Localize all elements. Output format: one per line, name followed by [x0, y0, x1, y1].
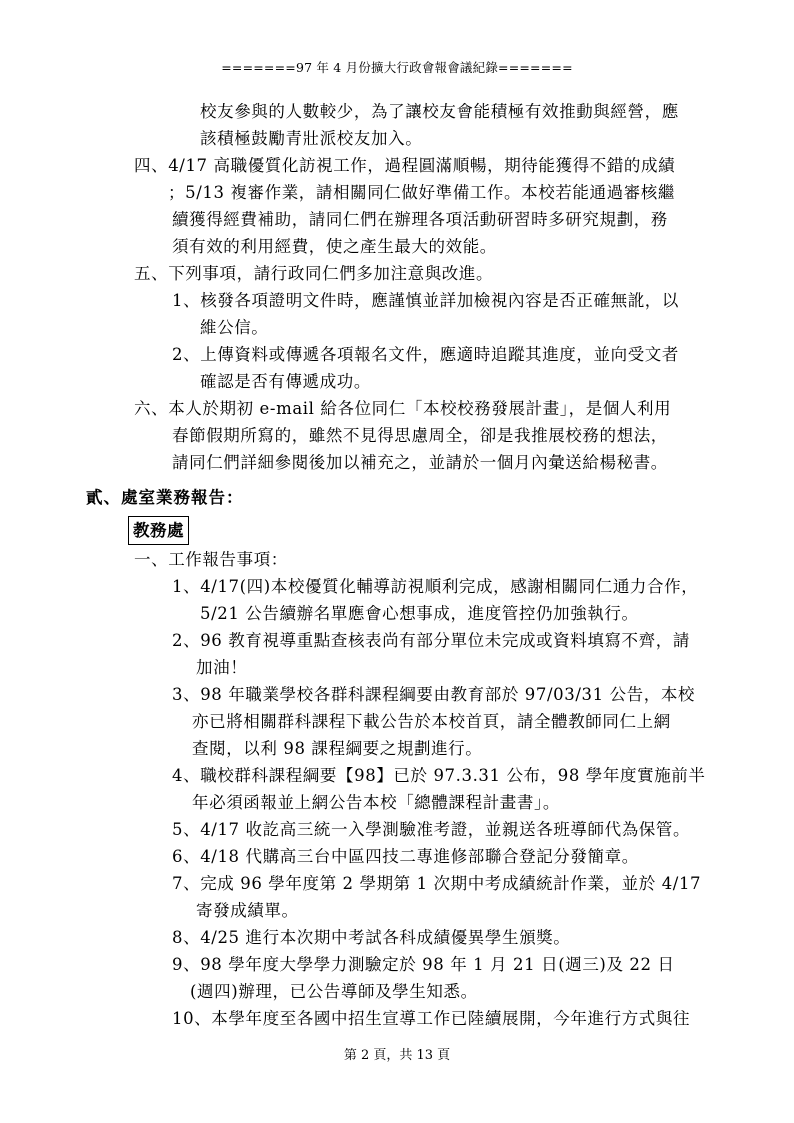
text-line: 10、本學年度至各國中招生宣導工作已陸續展開，今年進行方式與往 [172, 1009, 691, 1028]
text-line: 維公信。 [200, 318, 269, 337]
text-line: 2、上傳資料或傳遞各項報名文件，應適時追蹤其進度，並向受文者 [172, 345, 679, 364]
text-line: 6、4/18 代購高三台中區四技二專進修部聯合登記分發簡章。 [172, 847, 639, 866]
office-label: 教務處 [128, 516, 189, 545]
text-line: 春節假期所寫的，雖然不見得思慮周全，卻是我推展校務的想法， [172, 426, 668, 445]
text-line: 須有效的利用經費，使之產生最大的效能。 [172, 237, 497, 256]
text-line: 5、4/17 收訖高三統一入學測驗准考證，並親送各班導師代為保管。 [172, 820, 691, 839]
text-line: ；5/13 複審作業，請相關同仁做好準備工作。本校若能通過審核繼 [168, 183, 675, 202]
text-line: 亦已將相關群科課程下載公告於本校首頁，請全體教師同仁上網 [192, 712, 671, 731]
text-line: 續獲得經費補助，請同仁們在辦理各項活動研習時多研究規劃，務 [172, 210, 668, 229]
page-number: 第 2 頁，共 13 頁 [343, 1048, 451, 1063]
text-line: (週四)辦理，已公告導師及學生知悉。 [190, 982, 478, 1001]
text-line: 查閱，以利 98 課程綱要之規劃進行。 [192, 739, 483, 758]
text-line: 寄發成績單。 [196, 901, 299, 920]
text-line: 1、4/17(四)本校優質化輔導訪視順利完成，感謝相關同仁通力合作， [172, 577, 699, 596]
page-header: =======97 年 4 月份擴大行政會報會議紀錄======= [221, 60, 573, 75]
text-line: 校友參與的人數較少，為了讓校友會能積極有效推動與經營，應 [200, 102, 679, 121]
text-line: 一、工作報告事項： [134, 550, 288, 569]
text-line: 5/21 公告續辦名單應會心想事成，進度管控仍加強執行。 [200, 604, 639, 623]
text-line: 六、本人於期初 e-mail 給各位同仁「本校校務發展計畫」，是個人利用 [134, 399, 672, 418]
text-line: 年必須函報並上網公告本校「總體課程計畫書」。 [192, 793, 560, 812]
text-line: 7、完成 96 學年度第 2 學期第 1 次期中考成績統計作業，並於 4/17 [172, 874, 702, 893]
text-line: 4、職校群科課程綱要【98】已於 97.3.31 公布，98 學年度實施前半 [172, 766, 706, 785]
section-title: 貳、處室業務報告： [86, 488, 244, 507]
text-line: 四、4/17 高職優質化訪視工作，過程圓滿順暢，期待能獲得不錯的成績 [134, 156, 676, 175]
text-line: 2、96 教育視導重點查核表尚有部分單位未完成或資料填寫不齊，請 [172, 631, 690, 650]
text-line: 3、98 年職業學校各群科課程綱要由教育部於 97/03/31 公告，本校 [172, 685, 696, 704]
text-line: 9、98 學年度大學學力測驗定於 98 年 1 月 21 日(週三)及 22 日 [172, 955, 675, 974]
text-line: 確認是否有傳遞成功。 [200, 372, 371, 391]
text-line: 五、下列事項，請行政同仁們多加注意與改進。 [134, 264, 494, 283]
text-line: 該積極鼓勵青壯派校友加入。 [200, 129, 423, 148]
text-line: 請同仁們詳細參閱後加以補充之，並請於一個月內彙送給楊秘書。 [172, 453, 668, 472]
text-line: 加油！ [196, 658, 248, 677]
text-line: 8、4/25 進行本次期中考試各科成績優異學生頒獎。 [172, 928, 571, 947]
text-line: 1、核發各項證明文件時，應謹慎並詳加檢視內容是否正確無訛，以 [172, 291, 679, 310]
